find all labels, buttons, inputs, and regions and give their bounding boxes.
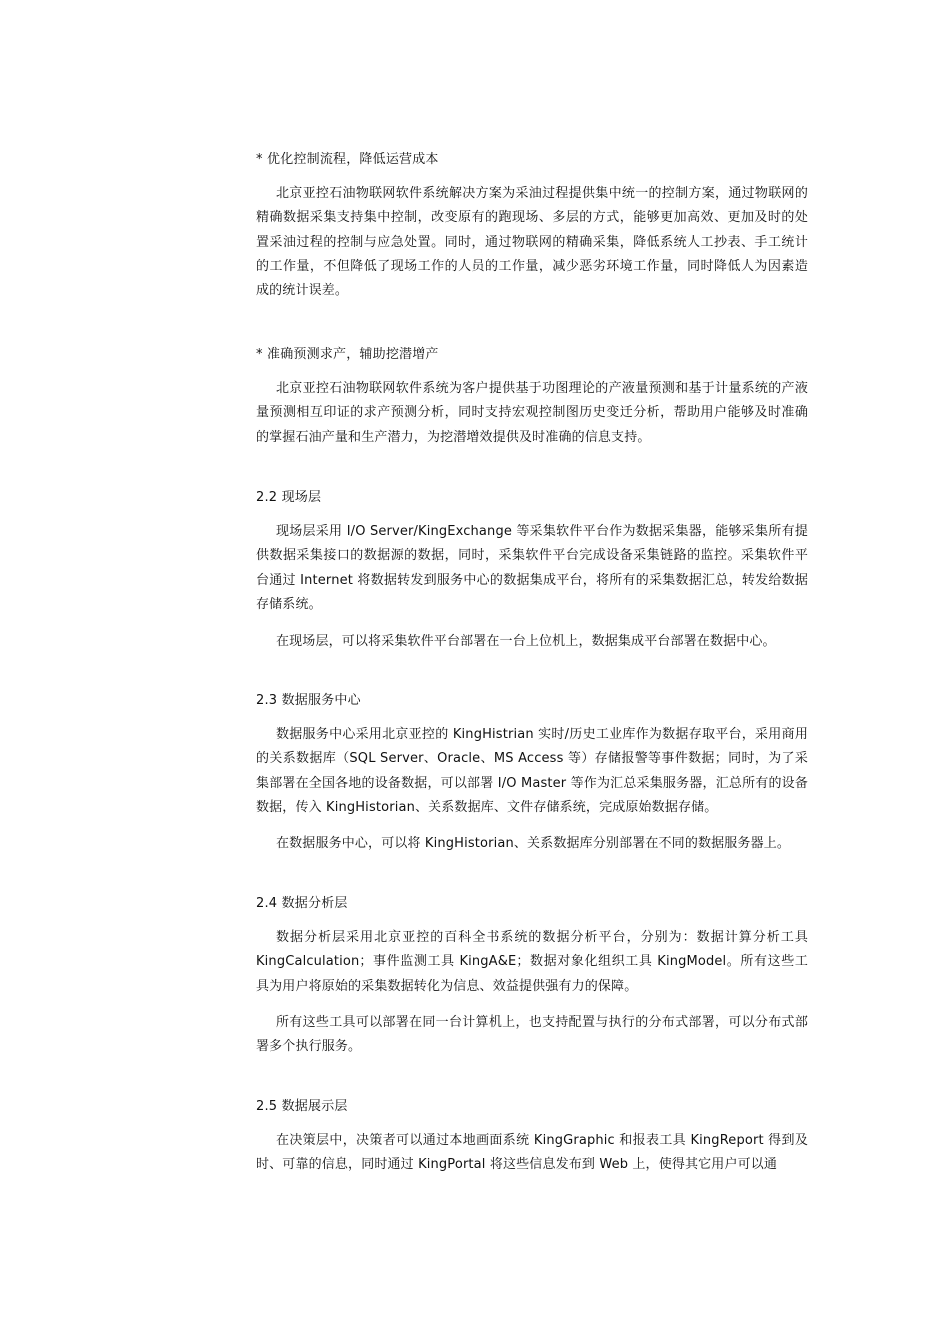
paragraph-optimize-control: 北京亚控石油物联网软件系统解决方案为采油过程提供集中统一的控制方案，通过物联网的精确数据采集支持集中控制，改变原有的跑现场、多层的方式，能够更加高效、更加及时的处置采油过程的控制与应急处置。同时，通过物联网的精确采集，降低系统人工抄表、手工统计的工作量，不但降低了现场工作的人员的工作量，减少恶劣环境工作量，同时降低人为因素造成的统计误差。 — [256, 186, 808, 299]
section-heading-production-forecast: * 准确预测求产，辅助挖潜增产 — [256, 347, 439, 362]
paragraph-data-service-center-2: 在数据服务中心，可以将 KingHistorian、关系数据库分别部署在不同的数据服务器上。 — [276, 836, 791, 851]
paragraph-data-analysis-layer-1: 数据分析层采用北京亚控的百科全书系统的数据分析平台，分别为：数据计算分析工具 KingCalculation；事件监测工具 KingA&E；数据对象化组织工具 KingModel。所有这些工具为用户将原始的采集数据转化为信息、效益提供强有力的保障。 — [256, 930, 808, 994]
paragraph-field-layer-1: 现场层采用 I/O Server/KingExchange 等采集软件平台作为数据采集器，能够采集所有提供数据采集接口的数据源的数据，同时，采集软件平台完成设备采集链路的监控。采集软件平台通过 Internet 将数据转发到服务中心的数据集成平台，将所有的采集数据汇总，转发给数据存储系统。 — [256, 524, 808, 612]
paragraph-data-display-layer: 在决策层中，决策者可以通过本地画面系统 KingGraphic 和报表工具 KingReport 得到及时、可靠的信息，同时通过 KingPortal 将这些信息发布到 Web 上，使得其它用户可以通 — [256, 1133, 808, 1173]
section-heading-optimize-control: * 优化控制流程，降低运营成本 — [256, 152, 439, 167]
paragraph-data-service-center-1: 数据服务中心采用北京亚控的 KingHistrian 实时/历史工业库作为数据存取平台，采用商用的关系数据库（SQL Server、Oracle、MS Access 等）存储报警等事件数据；同时，为了采集部署在全国各地的设备数据，可以部署 I/O Master 等作为汇总采集服务器，汇总所有的设备数据，传入 KingHistorian、关系数据库、文件存储系统，完成原始数据存储。 — [256, 727, 808, 815]
section-heading-data-analysis-layer: 2.4 数据分析层 — [256, 896, 348, 911]
paragraph-field-layer-2: 在现场层，可以将采集软件平台部署在一台上位机上，数据集成平台部署在数据中心。 — [276, 634, 776, 649]
paragraph-data-analysis-layer-2: 所有这些工具可以部署在同一台计算机上，也支持配置与执行的分布式部署，可以分布式部署多个执行服务。 — [256, 1015, 808, 1055]
section-heading-field-layer: 2.2 现场层 — [256, 490, 322, 505]
section-heading-data-service-center: 2.3 数据服务中心 — [256, 693, 361, 708]
section-heading-data-display-layer: 2.5 数据展示层 — [256, 1099, 348, 1114]
paragraph-production-forecast: 北京亚控石油物联网软件系统为客户提供基于功图理论的产液量预测和基于计量系统的产液量预测相互印证的求产预测分析，同时支持宏观控制图历史变迁分析，帮助用户能够及时准确的掌握石油产量和生产潜力，为挖潜增效提供及时准确的信息支持。 — [256, 381, 808, 445]
